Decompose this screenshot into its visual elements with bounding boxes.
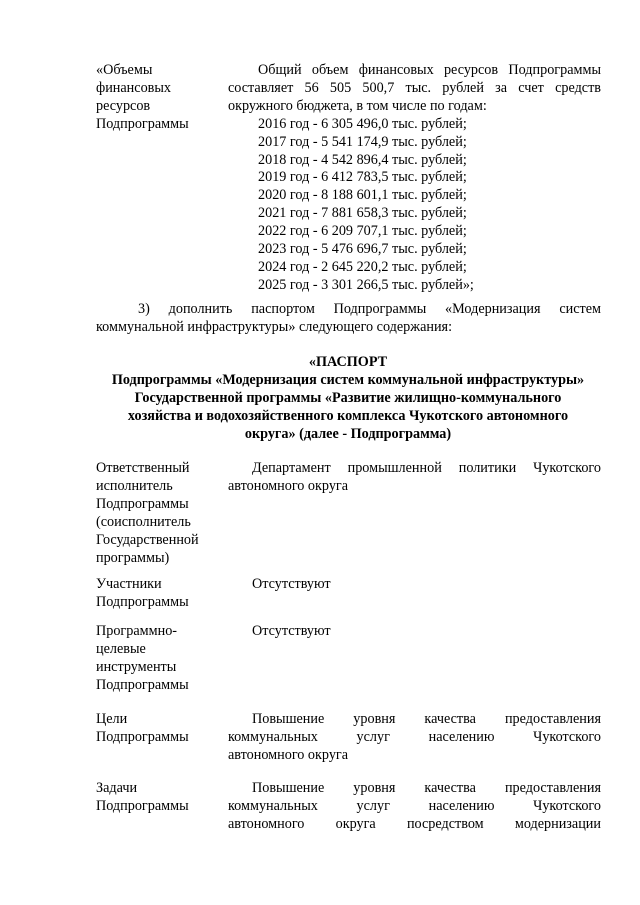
value-line: коммунальных услуг населению Чукотского (228, 797, 601, 814)
funding-text-line: окружного бюджета, в том числе по годам: (228, 97, 487, 114)
passport-row-value (228, 780, 601, 834)
funding-label-line: «Объемы (96, 62, 153, 78)
funding-text-line: Общий объем финансовых ресурсов Подпрограммы (258, 62, 601, 78)
passport-heading (80, 354, 616, 444)
funding-year-line: 2020 год - 8 188 601,1 тыс. рублей; (258, 187, 467, 204)
funding-year-line: 2016 год - 6 305 496,0 тыс. рублей; (258, 115, 467, 132)
label-line: Подпрограммы (96, 495, 189, 512)
label-line: Подпрограммы (96, 593, 189, 610)
passport-title-line: хозяйства и водохозяйственного комплекса Чукотского автономного (127, 407, 569, 424)
funding-label-line: Подпрограммы (96, 115, 189, 132)
passport-row-value (228, 460, 601, 496)
label-line: Участники (96, 576, 162, 592)
label-line: Программно- (96, 623, 178, 639)
funding-text (228, 62, 601, 295)
value-line: Отсутствуют (252, 576, 331, 592)
value-line: Департамент промышленной политики Чукотского (252, 460, 601, 476)
value-line: автономного округа (228, 746, 349, 763)
label-line: инструменты (96, 658, 177, 675)
passport-row-value (228, 623, 601, 641)
value-line: Повышение уровня качества предоставления (252, 711, 601, 727)
value-line: автономного округа (228, 477, 349, 494)
passport-title-line: округа» (далее - Подпрограмма) (244, 425, 452, 442)
label-line: исполнитель (96, 477, 173, 494)
passport-row-label (96, 623, 222, 695)
label-line: Задачи (96, 780, 138, 796)
label-line: целевые (96, 640, 146, 657)
funding-year-line: 2025 год - 3 301 266,5 тыс. рублей»; (258, 276, 474, 293)
amendment-paragraph (96, 301, 601, 337)
value-line: Отсутствуют (252, 623, 331, 639)
funding-label (96, 62, 222, 134)
amendment-line: 3) дополнить паспортом Подпрограммы «Модернизация систем (138, 301, 601, 317)
passport-row-value (228, 576, 601, 594)
label-line: Ответственный (96, 460, 190, 476)
passport-title-line: Государственной программы «Развитие жилищно-коммунального (134, 389, 562, 406)
value-line: автономного округа посредством модернизации (228, 815, 601, 832)
funding-year-line: 2023 год - 5 476 696,7 тыс. рублей; (258, 241, 467, 258)
funding-text-line: составляет 56 505 500,7 тыс. рублей за счет средств (228, 79, 601, 96)
label-line: Цели (96, 711, 128, 727)
passport-row-label (96, 711, 222, 747)
amendment-line: коммунальной инфраструктуры» следующего содержания: (96, 318, 453, 335)
passport-title-line: Подпрограммы «Модернизация систем коммунальной инфраструктуры» (111, 371, 585, 388)
label-line: программы) (96, 549, 170, 566)
label-line: Подпрограммы (96, 728, 189, 745)
label-line: Государственной (96, 531, 199, 548)
label-line: (соисполнитель (96, 513, 191, 530)
passport-row-label (96, 576, 222, 612)
value-line: коммунальных услуг населению Чукотского (228, 728, 601, 745)
funding-year-line: 2021 год - 7 881 658,3 тыс. рублей; (258, 205, 467, 222)
funding-label-line: ресурсов (96, 97, 151, 114)
passport-row-label (96, 460, 222, 567)
funding-label-line: финансовых (96, 79, 171, 96)
funding-year-line: 2022 год - 6 209 707,1 тыс. рублей; (258, 223, 467, 240)
funding-year-line: 2018 год - 4 542 896,4 тыс. рублей; (258, 151, 467, 168)
value-line: Повышение уровня качества предоставления (252, 780, 601, 796)
funding-year-line: 2017 год - 5 541 174,9 тыс. рублей; (258, 133, 467, 150)
passport-title-line: «ПАСПОРТ (308, 354, 388, 370)
passport-row-label (96, 780, 222, 816)
passport-row-value (228, 711, 601, 765)
funding-year-line: 2024 год - 2 645 220,2 тыс. рублей; (258, 258, 467, 275)
label-line: Подпрограммы (96, 797, 189, 814)
funding-year-line: 2019 год - 6 412 783,5 тыс. рублей; (258, 169, 467, 186)
label-line: Подпрограммы (96, 676, 189, 693)
